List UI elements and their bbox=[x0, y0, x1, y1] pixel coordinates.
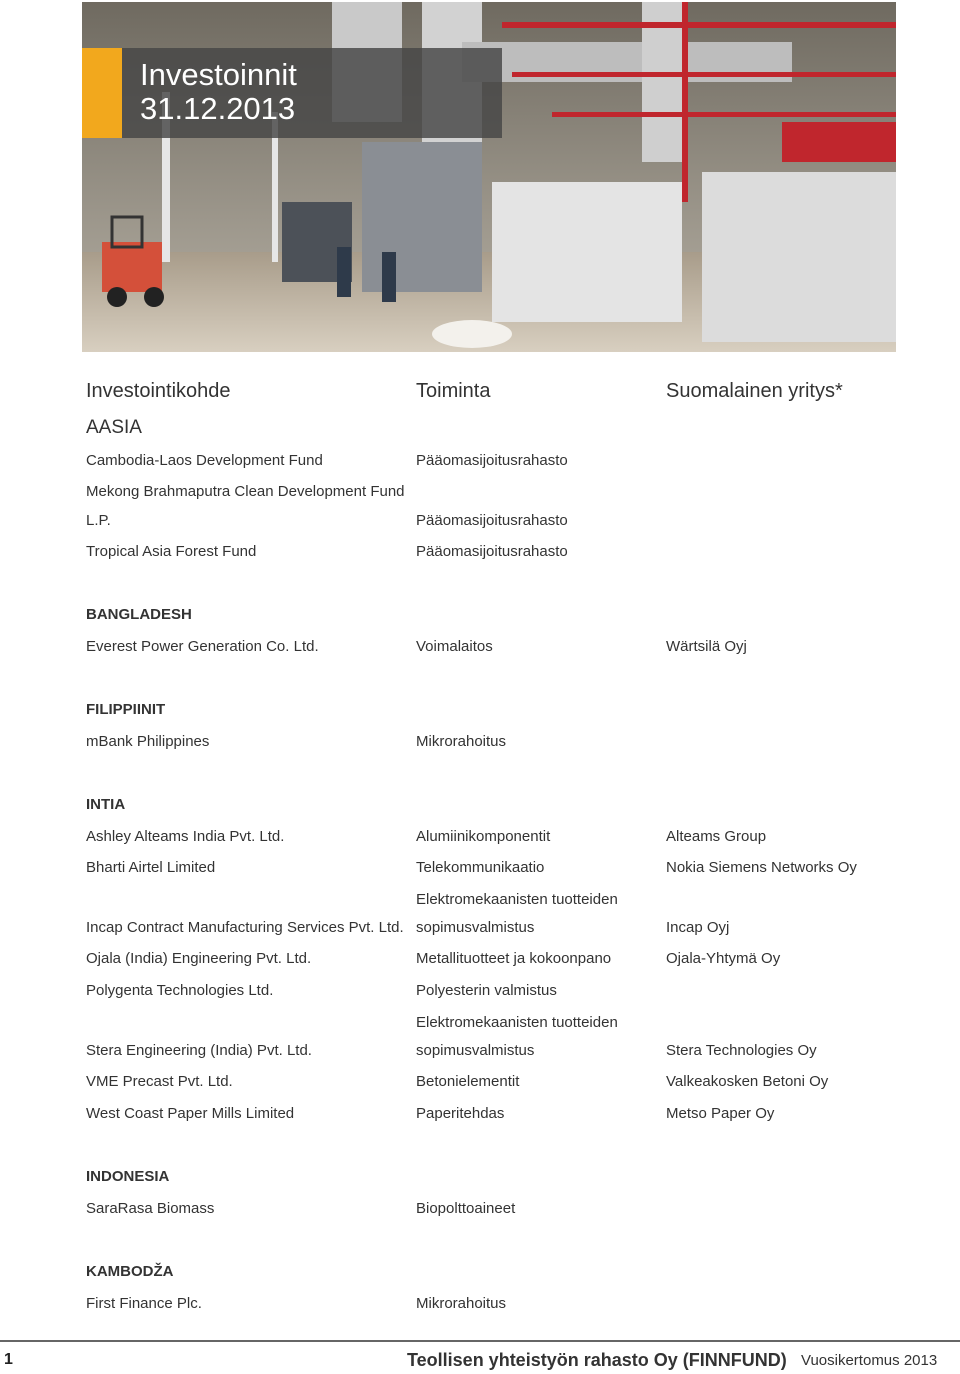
header-finnish-company: Suomalainen yritys* bbox=[666, 380, 843, 402]
page-title-line1: Investoinnit bbox=[140, 57, 297, 92]
footer-organization: Teollisen yhteistyön rahasto Oy (FINNFUND) bbox=[407, 1350, 787, 1370]
finnish-company: Valkeakosken Betoni Oy bbox=[666, 1073, 829, 1090]
activity: Mikrorahoitus bbox=[416, 733, 507, 750]
activity: Elektromekaanisten tuotteiden bbox=[416, 891, 618, 908]
activity: Mikrorahoitus bbox=[416, 1295, 507, 1312]
finnish-company: Wärtsilä Oyj bbox=[666, 638, 747, 655]
activity: Pääomasijoitusrahasto bbox=[416, 543, 568, 560]
finnish-company: Stera Technologies Oy bbox=[666, 1042, 817, 1059]
target-name: Incap Contract Manufacturing Services Pvt. Ltd. bbox=[86, 919, 404, 936]
target-name: SaraRasa Biomass bbox=[86, 1200, 215, 1217]
page-title bbox=[140, 58, 297, 126]
finnish-company: Alteams Group bbox=[666, 828, 767, 845]
region-heading: INTIA bbox=[86, 796, 126, 813]
target-name-cont: L.P. bbox=[86, 512, 111, 529]
target-name: Bharti Airtel Limited bbox=[86, 859, 216, 876]
target-name: VME Precast Pvt. Ltd. bbox=[86, 1073, 233, 1090]
target-name: Ojala (India) Engineering Pvt. Ltd. bbox=[86, 950, 312, 967]
finnish-company: Nokia Siemens Networks Oy bbox=[666, 859, 857, 876]
activity: Paperitehdas bbox=[416, 1105, 505, 1122]
target-name: Cambodia-Laos Development Fund bbox=[86, 452, 323, 469]
activity-cont: sopimusvalmistus bbox=[416, 1042, 535, 1059]
target-name: Everest Power Generation Co. Ltd. bbox=[86, 638, 319, 655]
page-title-line2: 31.12.2013 bbox=[140, 91, 296, 126]
footer-divider bbox=[0, 1340, 960, 1342]
target-name: Mekong Brahmaputra Clean Development Fund bbox=[86, 483, 405, 500]
activity-cont: sopimusvalmistus bbox=[416, 919, 535, 936]
activity: Elektromekaanisten tuotteiden bbox=[416, 1014, 618, 1031]
target-name: First Finance Plc. bbox=[86, 1295, 202, 1312]
finnish-company: Ojala-Yhtymä Oy bbox=[666, 950, 781, 967]
footer-report-title: Vuosikertomus 2013 bbox=[801, 1352, 938, 1369]
title-accent-bar bbox=[82, 48, 122, 138]
region-heading: AASIA bbox=[86, 417, 142, 438]
target-name: Stera Engineering (India) Pvt. Ltd. bbox=[86, 1042, 312, 1059]
activity: Telekommunikaatio bbox=[416, 859, 545, 876]
header-activity: Toiminta bbox=[416, 380, 491, 402]
target-name: Polygenta Technologies Ltd. bbox=[86, 982, 274, 999]
header-investment-target: Investointikohde bbox=[86, 380, 231, 402]
region-heading: FILIPPIINIT bbox=[86, 701, 166, 718]
target-name: Tropical Asia Forest Fund bbox=[86, 543, 257, 560]
finnish-company: Incap Oyj bbox=[666, 919, 730, 936]
activity: Metallituotteet ja kokoonpano bbox=[416, 950, 612, 967]
target-name: mBank Philippines bbox=[86, 733, 210, 750]
region-heading: KAMBODŽA bbox=[86, 1263, 174, 1280]
activity: Alumiinikomponentit bbox=[416, 828, 551, 845]
activity: Pääomasijoitusrahasto bbox=[416, 452, 568, 469]
page-number: 1 bbox=[4, 1351, 13, 1368]
activity: Pääomasijoitusrahasto bbox=[416, 512, 568, 529]
activity: Biopolttoaineet bbox=[416, 1200, 516, 1217]
finnish-company: Metso Paper Oy bbox=[666, 1105, 775, 1122]
target-name: Ashley Alteams India Pvt. Ltd. bbox=[86, 828, 285, 845]
region-heading: INDONESIA bbox=[86, 1168, 170, 1185]
activity: Polyesterin valmistus bbox=[416, 982, 557, 999]
activity: Betonielementit bbox=[416, 1073, 520, 1090]
region-heading: BANGLADESH bbox=[86, 606, 192, 623]
target-name: West Coast Paper Mills Limited bbox=[86, 1105, 295, 1122]
activity: Voimalaitos bbox=[416, 638, 493, 655]
